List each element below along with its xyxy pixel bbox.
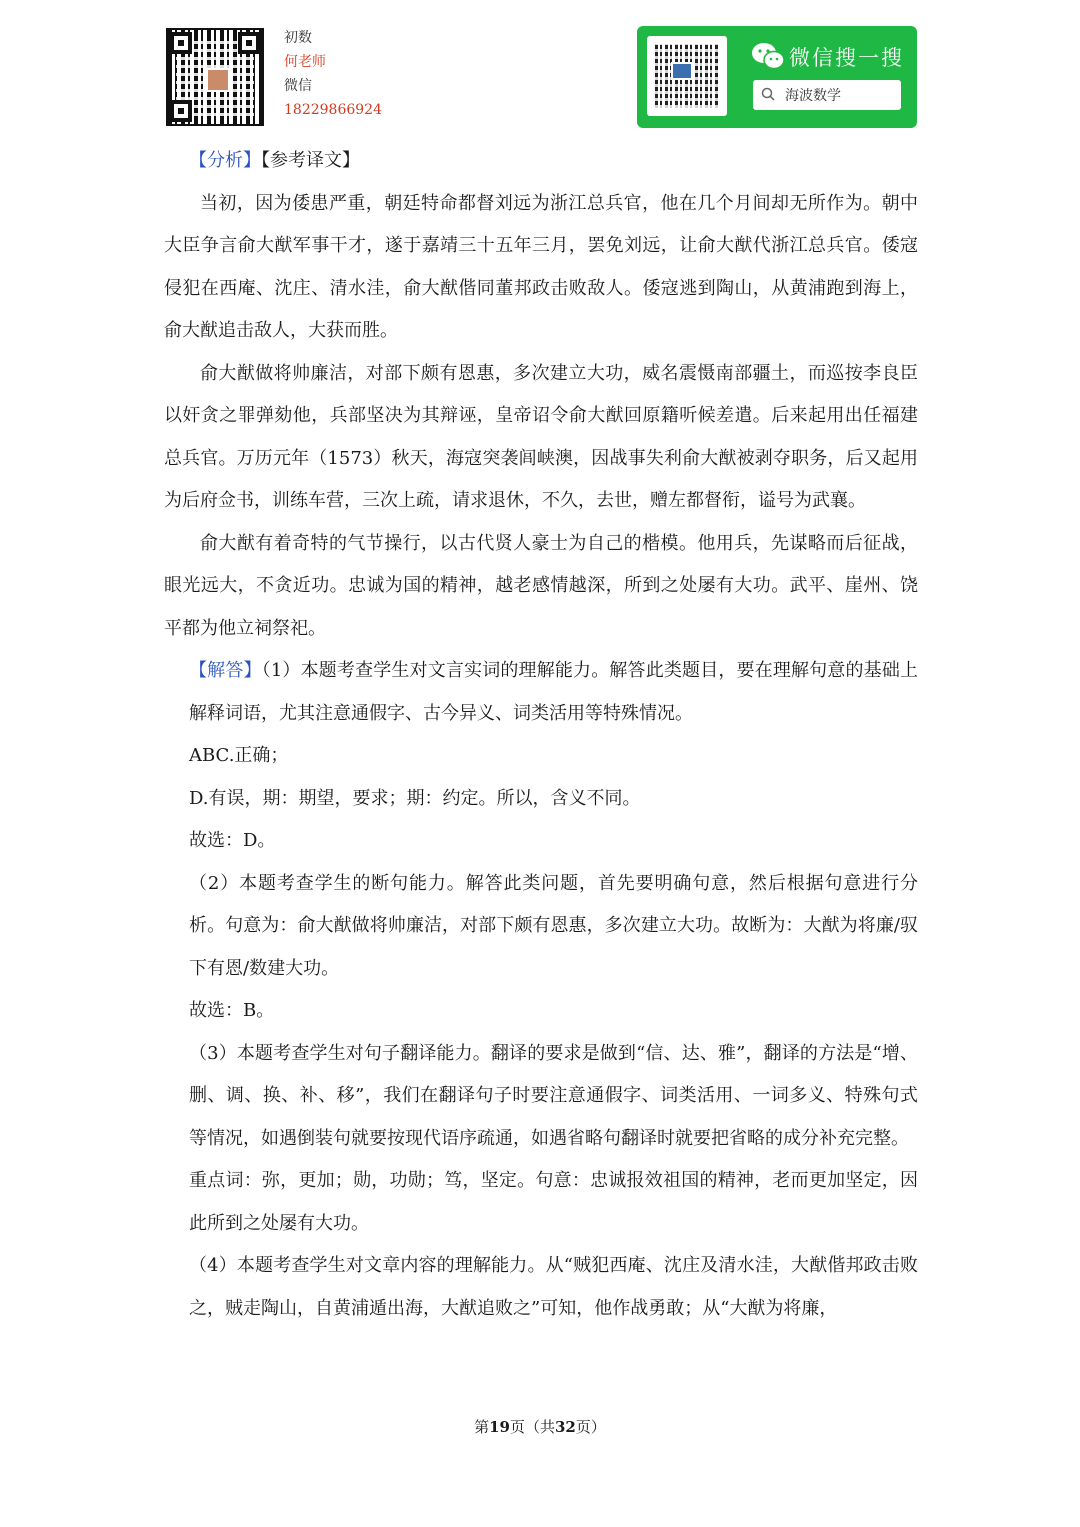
analysis-tag: 【分析】 bbox=[189, 150, 261, 171]
teacher-subject: 初数 bbox=[284, 30, 312, 46]
answer-q1-d: D.有误，期：期望，要求；期：约定。所以，含义不同。 bbox=[189, 787, 641, 809]
qr-finder-top-right bbox=[238, 32, 260, 54]
wechat-search-card[interactable] bbox=[637, 26, 917, 128]
answer-q3-keywords: 重点词：弥，更加；勋，功勋；笃，坚定。句意：忠诚报效祖国的精神，老而更加坚定，因此所到之处屡有大功。 bbox=[189, 1170, 918, 1234]
footer-suffix: 页） bbox=[575, 1418, 606, 1436]
wechat-qr-code bbox=[647, 36, 727, 116]
translation-paragraph-2: 俞大猷做将帅廉洁，对部下颇有恩惠，多次建立大功，威名震慑南部疆土，而巡按李良臣以奸贪之罪弹劾他，兵部坚决为其辩诬，皇帝诏令俞大猷回原籍听候差遣。后来起用出任福建总兵官。万历元年（1573）秋天，海寇突袭闾峡澳，因战事失利俞大猷被剥夺职务，后又起用为后府佥书，训练车营，三次上疏，请求退休，不久，去世，赠左都督衔，谥号为武襄。 bbox=[164, 362, 918, 511]
answer-tag: 【解答】 bbox=[189, 660, 262, 681]
document-body bbox=[164, 140, 918, 1330]
answer-q1-text: （1）本题考查学生对文言实词的理解能力。解答此类题目，要在理解句意的基础上解释词语，尤其注意通假字、古今异义、词类活用等特殊情况。 bbox=[189, 660, 918, 724]
answer-q2-choice: 故选：B。 bbox=[189, 1000, 275, 1021]
teacher-wechat-label: 微信 bbox=[284, 78, 312, 94]
analysis-heading-line bbox=[164, 140, 918, 183]
translation-heading: 【参考译文】 bbox=[261, 150, 360, 171]
teacher-qr-code bbox=[168, 30, 262, 124]
wechat-search-title: 微信搜一搜 bbox=[789, 46, 904, 70]
teacher-contact bbox=[284, 26, 382, 122]
answer-q4: （4）本题考查学生对文章内容的理解能力。从“贼犯西庵、沈庄及清水洼，大猷偕邦政击败之，贼走陶山，自黄浦遁出海，大猷追败之”可知，他作战勇敢；从“大猷为将廉， bbox=[189, 1255, 918, 1319]
page-header bbox=[0, 0, 1080, 140]
answer-q3: （3）本题考查学生对句子翻译能力。翻译的要求是做到“信、达、雅”，翻译的方法是“增、删、调、换、补、移”，我们在翻译句子时要注意通假字、词类活用、一词多义、特殊句式等情况，如遇倒装句就要按现代语序疏通，如遇省略句翻译时就要把省略的成分补充完整。 bbox=[189, 1042, 918, 1149]
answer-q1-intro bbox=[164, 650, 918, 735]
qr-finder-bottom-left bbox=[170, 100, 192, 122]
footer-page-number: 19 bbox=[489, 1418, 510, 1436]
teacher-phone: 18229866924 bbox=[284, 102, 382, 118]
answer-q1-abc: ABC.正确； bbox=[189, 745, 289, 766]
translation-paragraph-1: 当初，因为倭患严重，朝廷特命都督刘远为浙江总兵官，他在几个月间却无所作为。朝中大臣争言俞大猷军事干才，遂于嘉靖三十五年三月，罢免刘远，让俞大猷代浙江总兵官。倭寇侵犯在西庵、沈庄、清水洼，俞大猷偕同董邦政击败敌人。倭寇逃到陶山，从黄浦跑到海上，俞大猷追击敌人，大获而胜。 bbox=[164, 192, 918, 341]
wechat-search-box[interactable] bbox=[753, 80, 901, 110]
footer-middle: 页（共 bbox=[509, 1418, 555, 1436]
footer-total-pages: 32 bbox=[555, 1418, 576, 1436]
translation-paragraph-3: 俞大猷有着奇特的气节操行，以古代贤人豪士为自己的楷模。他用兵，先谋略而后征战，眼光远大，不贪近功。忠诚为国的精神，越老感情越深，所到之处屡有大功。武平、崖州、饶平都为他立祠祭祀。 bbox=[164, 532, 918, 639]
footer-prefix: 第 bbox=[474, 1418, 490, 1436]
qr-avatar bbox=[206, 68, 230, 92]
answer-q1-choice: 故选：D。 bbox=[189, 830, 276, 851]
search-icon bbox=[761, 87, 775, 101]
teacher-name: 何老师 bbox=[284, 54, 326, 70]
wechat-icon bbox=[751, 42, 785, 70]
answer-q2: （2）本题考查学生的断句能力。解答此类问题，首先要明确句意，然后根据句意进行分析。句意为：俞大猷做将帅廉洁，对部下颇有恩惠，多次建立大功。故断为：大猷为将廉/驭下有恩/数建大功。 bbox=[189, 872, 918, 979]
wechat-qr-logo bbox=[671, 62, 693, 80]
wechat-search-text: 海波数学 bbox=[785, 88, 841, 104]
qr-finder-top-left bbox=[170, 32, 192, 54]
page-footer bbox=[0, 1416, 1080, 1437]
